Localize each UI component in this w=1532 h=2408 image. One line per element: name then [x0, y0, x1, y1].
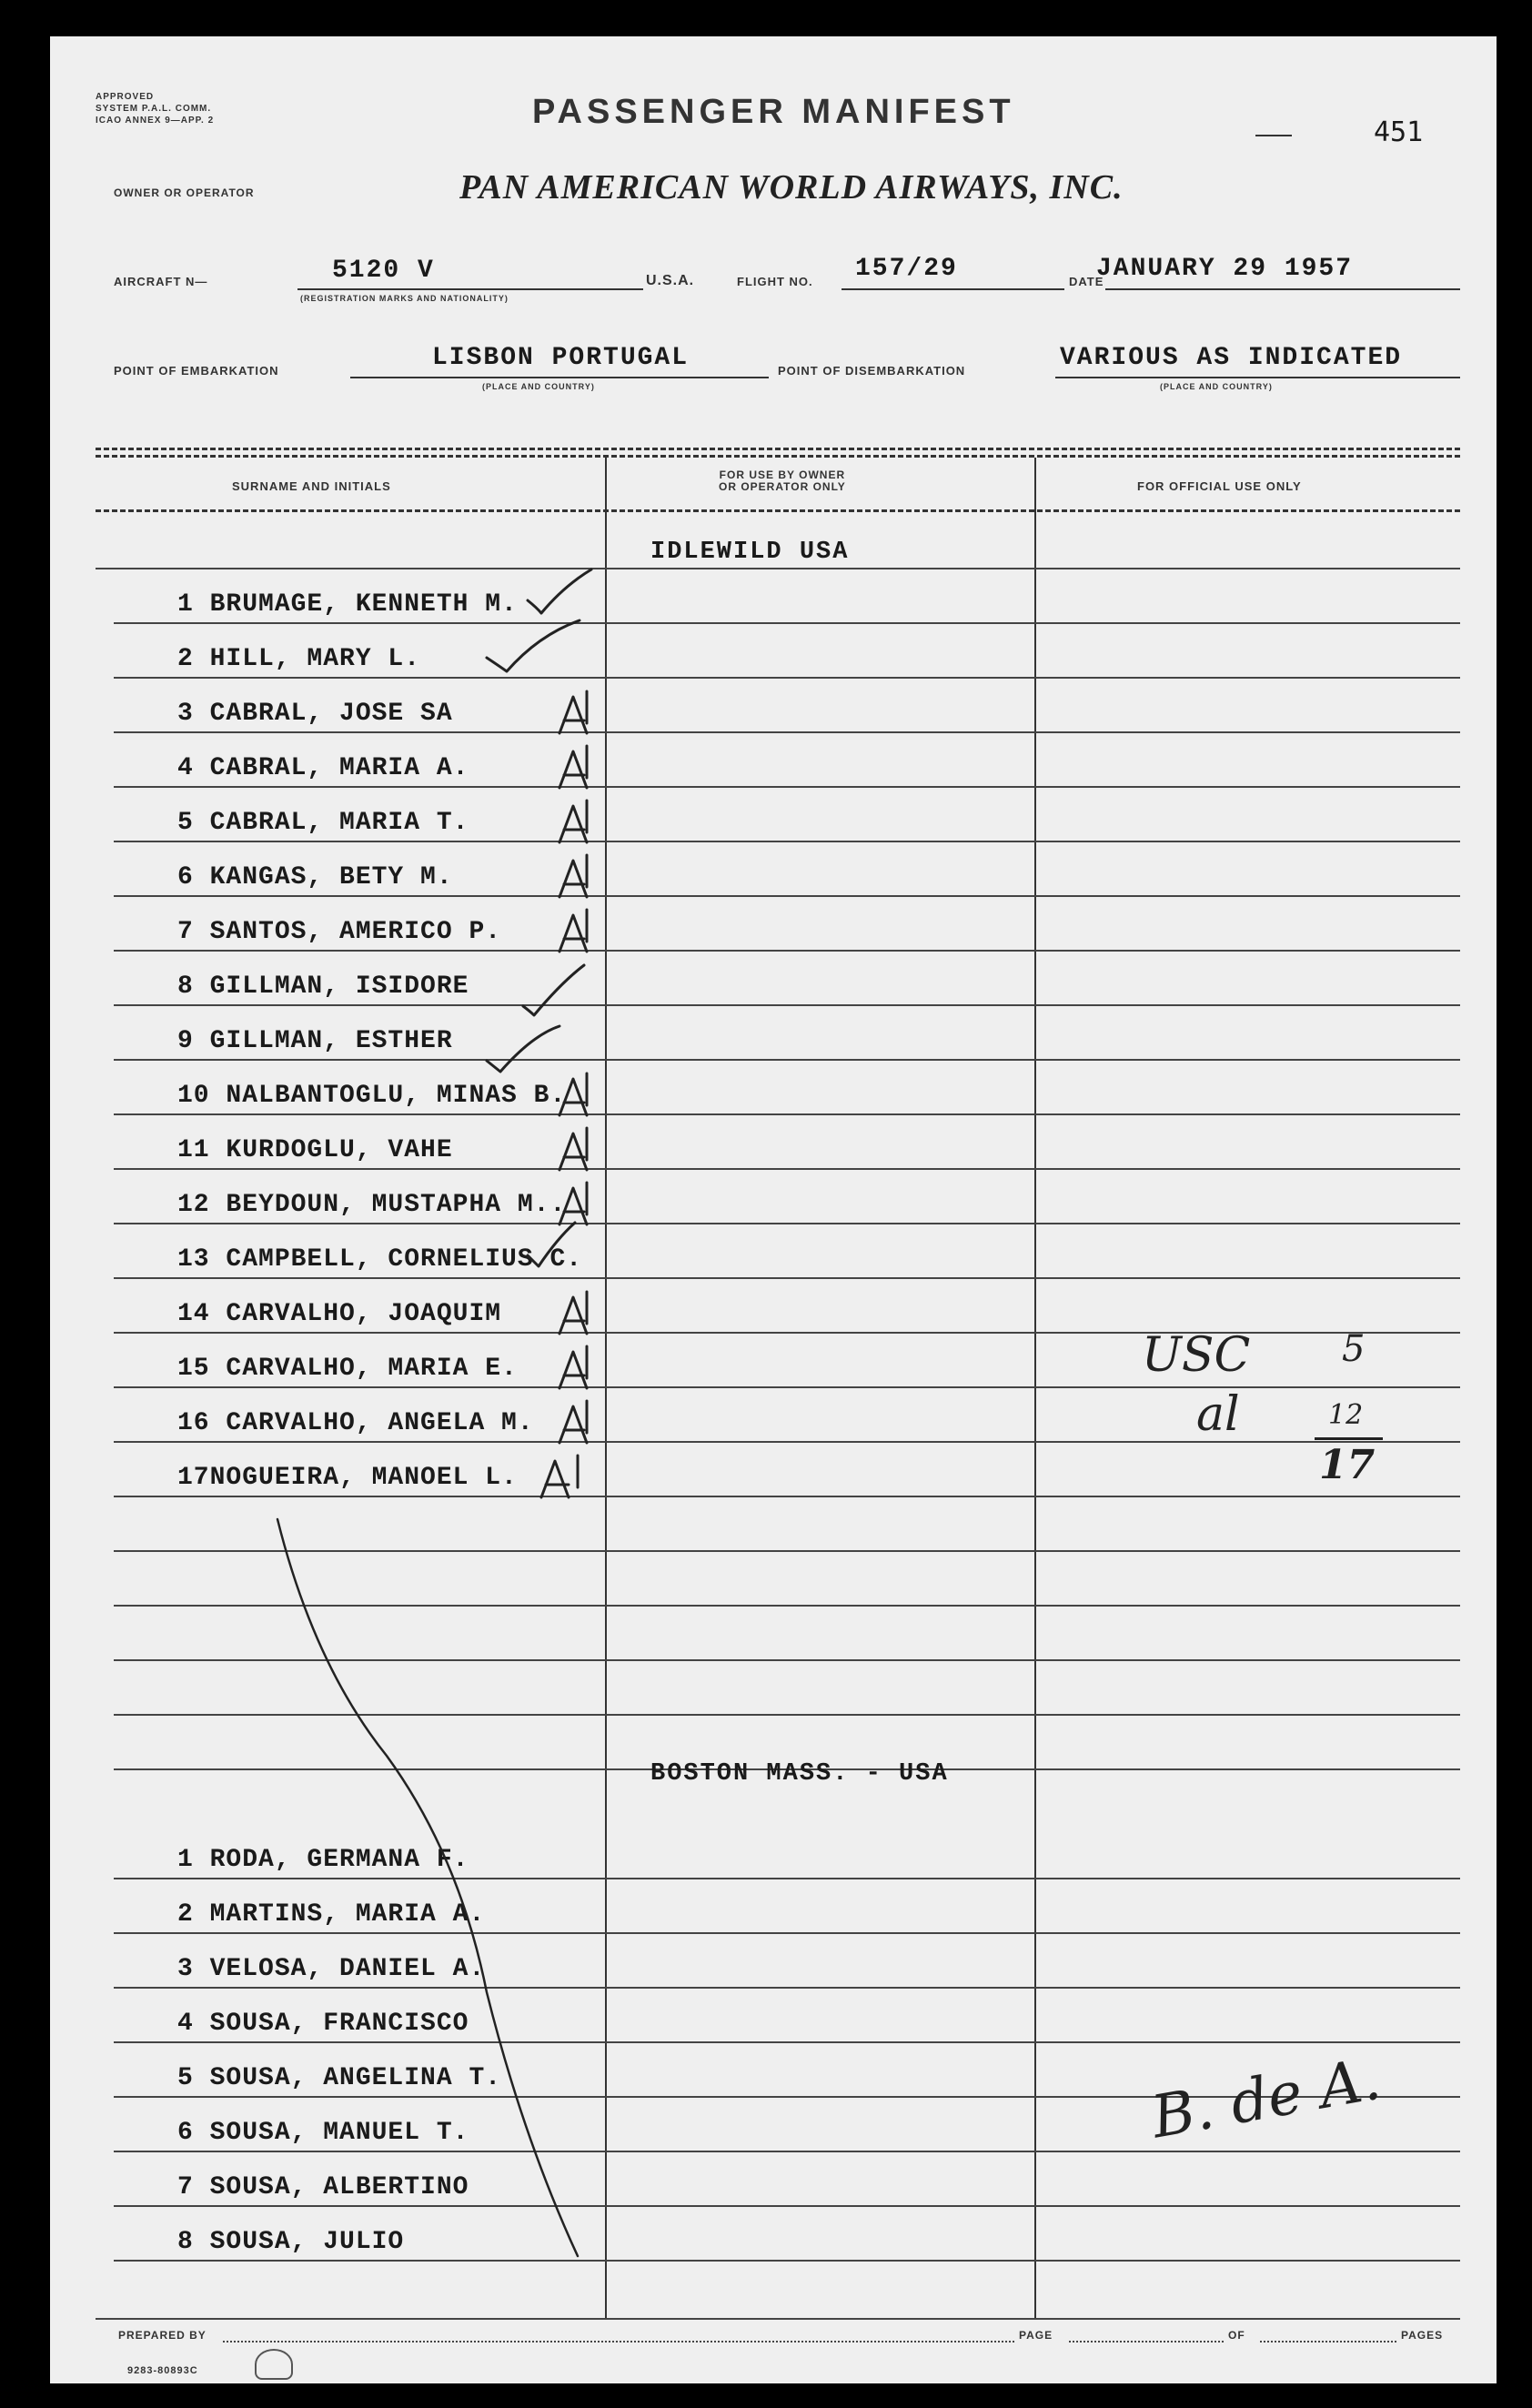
list-item: 8 GILLMAN, ISIDORE	[114, 952, 1460, 1006]
page-title: PASSENGER MANIFEST	[532, 93, 1015, 131]
embark-label: POINT OF EMBARKATION	[114, 364, 279, 378]
a-mark-icon	[559, 691, 587, 733]
list-item: 15 CARVALHO, MARIA E.	[114, 1334, 1460, 1388]
approval-line-2: SYSTEM P.A.L. COMM.	[96, 104, 212, 114]
al-label: al	[1196, 1387, 1240, 1442]
a-mark-icon	[559, 1292, 587, 1334]
list-item: 3 VELOSA, DANIEL A.	[114, 1934, 1460, 1989]
checkmark-icon	[523, 965, 584, 1015]
a-mark-icon	[559, 746, 587, 788]
list-item: 14 CARVALHO, JOAQUIM	[114, 1279, 1460, 1334]
date-label: DATE	[1069, 275, 1104, 288]
checkmark-icon	[528, 569, 591, 613]
manifest-paper	[50, 36, 1497, 2383]
list-item: 4 SOUSA, FRANCISCO	[114, 1989, 1460, 2043]
list-item: 6 SOUSA, MANUEL T.	[114, 2098, 1460, 2152]
printer-seal-icon	[255, 2349, 293, 2380]
owner-label: OWNER OR OPERATOR	[114, 186, 255, 199]
list-item: 12 BEYDOUN, MUSTAPHA M..	[114, 1170, 1460, 1224]
footer-rule	[96, 2318, 1460, 2320]
handwritten-marks	[50, 36, 1497, 2383]
disembark-label: POINT OF DISEMBARKATION	[778, 364, 966, 378]
tally-underline	[1315, 1437, 1383, 1440]
a-mark-icon	[541, 1456, 578, 1497]
usc-label: USC	[1142, 1328, 1251, 1383]
list-item: 4 CABRAL, MARIA A.	[114, 733, 1460, 788]
page-line	[1069, 2341, 1224, 2343]
official-initials: B. de A.	[1146, 2045, 1386, 2152]
checkmark-icon	[487, 1026, 559, 1072]
a-mark-icon	[559, 1401, 587, 1443]
a-mark-icon	[559, 801, 587, 842]
of-label: OF	[1228, 2329, 1245, 2342]
prepared-by-line	[223, 2341, 1014, 2343]
al-count: 12	[1328, 1399, 1364, 1431]
embark-sub: (PLACE AND COUNTRY)	[482, 382, 595, 391]
aircraft-label: AIRCRAFT N—	[114, 275, 208, 288]
date-value: JANUARY 29 1957	[1096, 255, 1354, 283]
list-item: 11 KURDOGLU, VAHE	[114, 1115, 1460, 1170]
approval-line-3: ICAO ANNEX 9—APP. 2	[96, 116, 215, 126]
of-line	[1260, 2341, 1396, 2343]
a-mark-icon	[559, 1346, 587, 1388]
list-item: 7 SANTOS, AMERICO P.	[114, 897, 1460, 952]
a-mark-icon	[559, 1128, 587, 1170]
a-mark-icon	[559, 1073, 587, 1115]
column-official: FOR OFFICIAL USE ONLY	[1137, 479, 1302, 493]
list-item: 5 SOUSA, ANGELINA T.	[114, 2043, 1460, 2098]
list-item: 1 BRUMAGE, KENNETH M.	[114, 569, 1460, 624]
checkmark-icon	[528, 1223, 575, 1266]
list-item: 1 RODA, GERMANA F.	[114, 1825, 1460, 1879]
form-code: 9283-80893C	[127, 2365, 198, 2376]
list-item: 2 HILL, MARY L.	[114, 624, 1460, 679]
page-label: PAGE	[1019, 2329, 1053, 2342]
list-item: 10 NALBANTOGLU, MINAS B.	[114, 1061, 1460, 1115]
owner-value: PAN AMERICAN WORLD AIRWAYS, INC.	[459, 168, 1124, 207]
checkmark-icon	[487, 620, 580, 671]
aircraft-value: 5120 V	[332, 257, 435, 285]
aircraft-sub: (REGISTRATION MARKS AND NATIONALITY)	[300, 294, 509, 303]
list-item: 5 CABRAL, MARIA T.	[114, 788, 1460, 842]
approval-line-1: APPROVED	[96, 92, 155, 102]
a-mark-icon	[559, 910, 587, 952]
usc-count: 5	[1342, 1328, 1366, 1370]
usa-label: U.S.A.	[646, 273, 695, 288]
disembark-value: VARIOUS AS INDICATED	[1060, 344, 1403, 372]
a-mark-icon	[559, 855, 587, 897]
disembark-sub: (PLACE AND COUNTRY)	[1160, 382, 1273, 391]
embark-value: LISBON PORTUGAL	[432, 344, 690, 372]
diagonal-line-icon	[277, 1519, 578, 2256]
a-mark-icon	[559, 1183, 587, 1224]
list-item: 6 KANGAS, BETY M.	[114, 842, 1460, 897]
column-owner-use-line-2: OR OPERATOR ONLY	[719, 480, 846, 493]
group2-destination: BOSTON MASS. - USA	[650, 1760, 949, 1788]
pages-label: PAGES	[1401, 2329, 1444, 2342]
prepared-by-label: PREPARED BY	[118, 2329, 207, 2342]
column-owner-use-line-1: FOR USE BY OWNER	[719, 469, 846, 481]
list-item: 17NOGUEIRA, MANOEL L.	[114, 1443, 1460, 1497]
list-item: 8 SOUSA, JULIO	[114, 2207, 1460, 2262]
group1-destination: IDLEWILD USA	[650, 539, 850, 566]
list-item: 13 CAMPBELL, CORNELIUS C.	[114, 1224, 1460, 1279]
flight-value: 157/29	[855, 255, 958, 283]
flight-label: FLIGHT NO.	[737, 275, 813, 288]
list-item: 2 MARTINS, MARIA A.	[114, 1879, 1460, 1934]
list-item: 9 GILLMAN, ESTHER	[114, 1006, 1460, 1061]
column-surname: SURNAME AND INITIALS	[232, 479, 391, 493]
list-item: 3 CABRAL, JOSE SA	[114, 679, 1460, 733]
page-number: 451	[1374, 116, 1424, 148]
list-item: 7 SOUSA, ALBERTINO	[114, 2152, 1460, 2207]
tally-total: 17	[1319, 1442, 1376, 1488]
list-item: 16 CARVALHO, ANGELA M.	[114, 1388, 1460, 1443]
